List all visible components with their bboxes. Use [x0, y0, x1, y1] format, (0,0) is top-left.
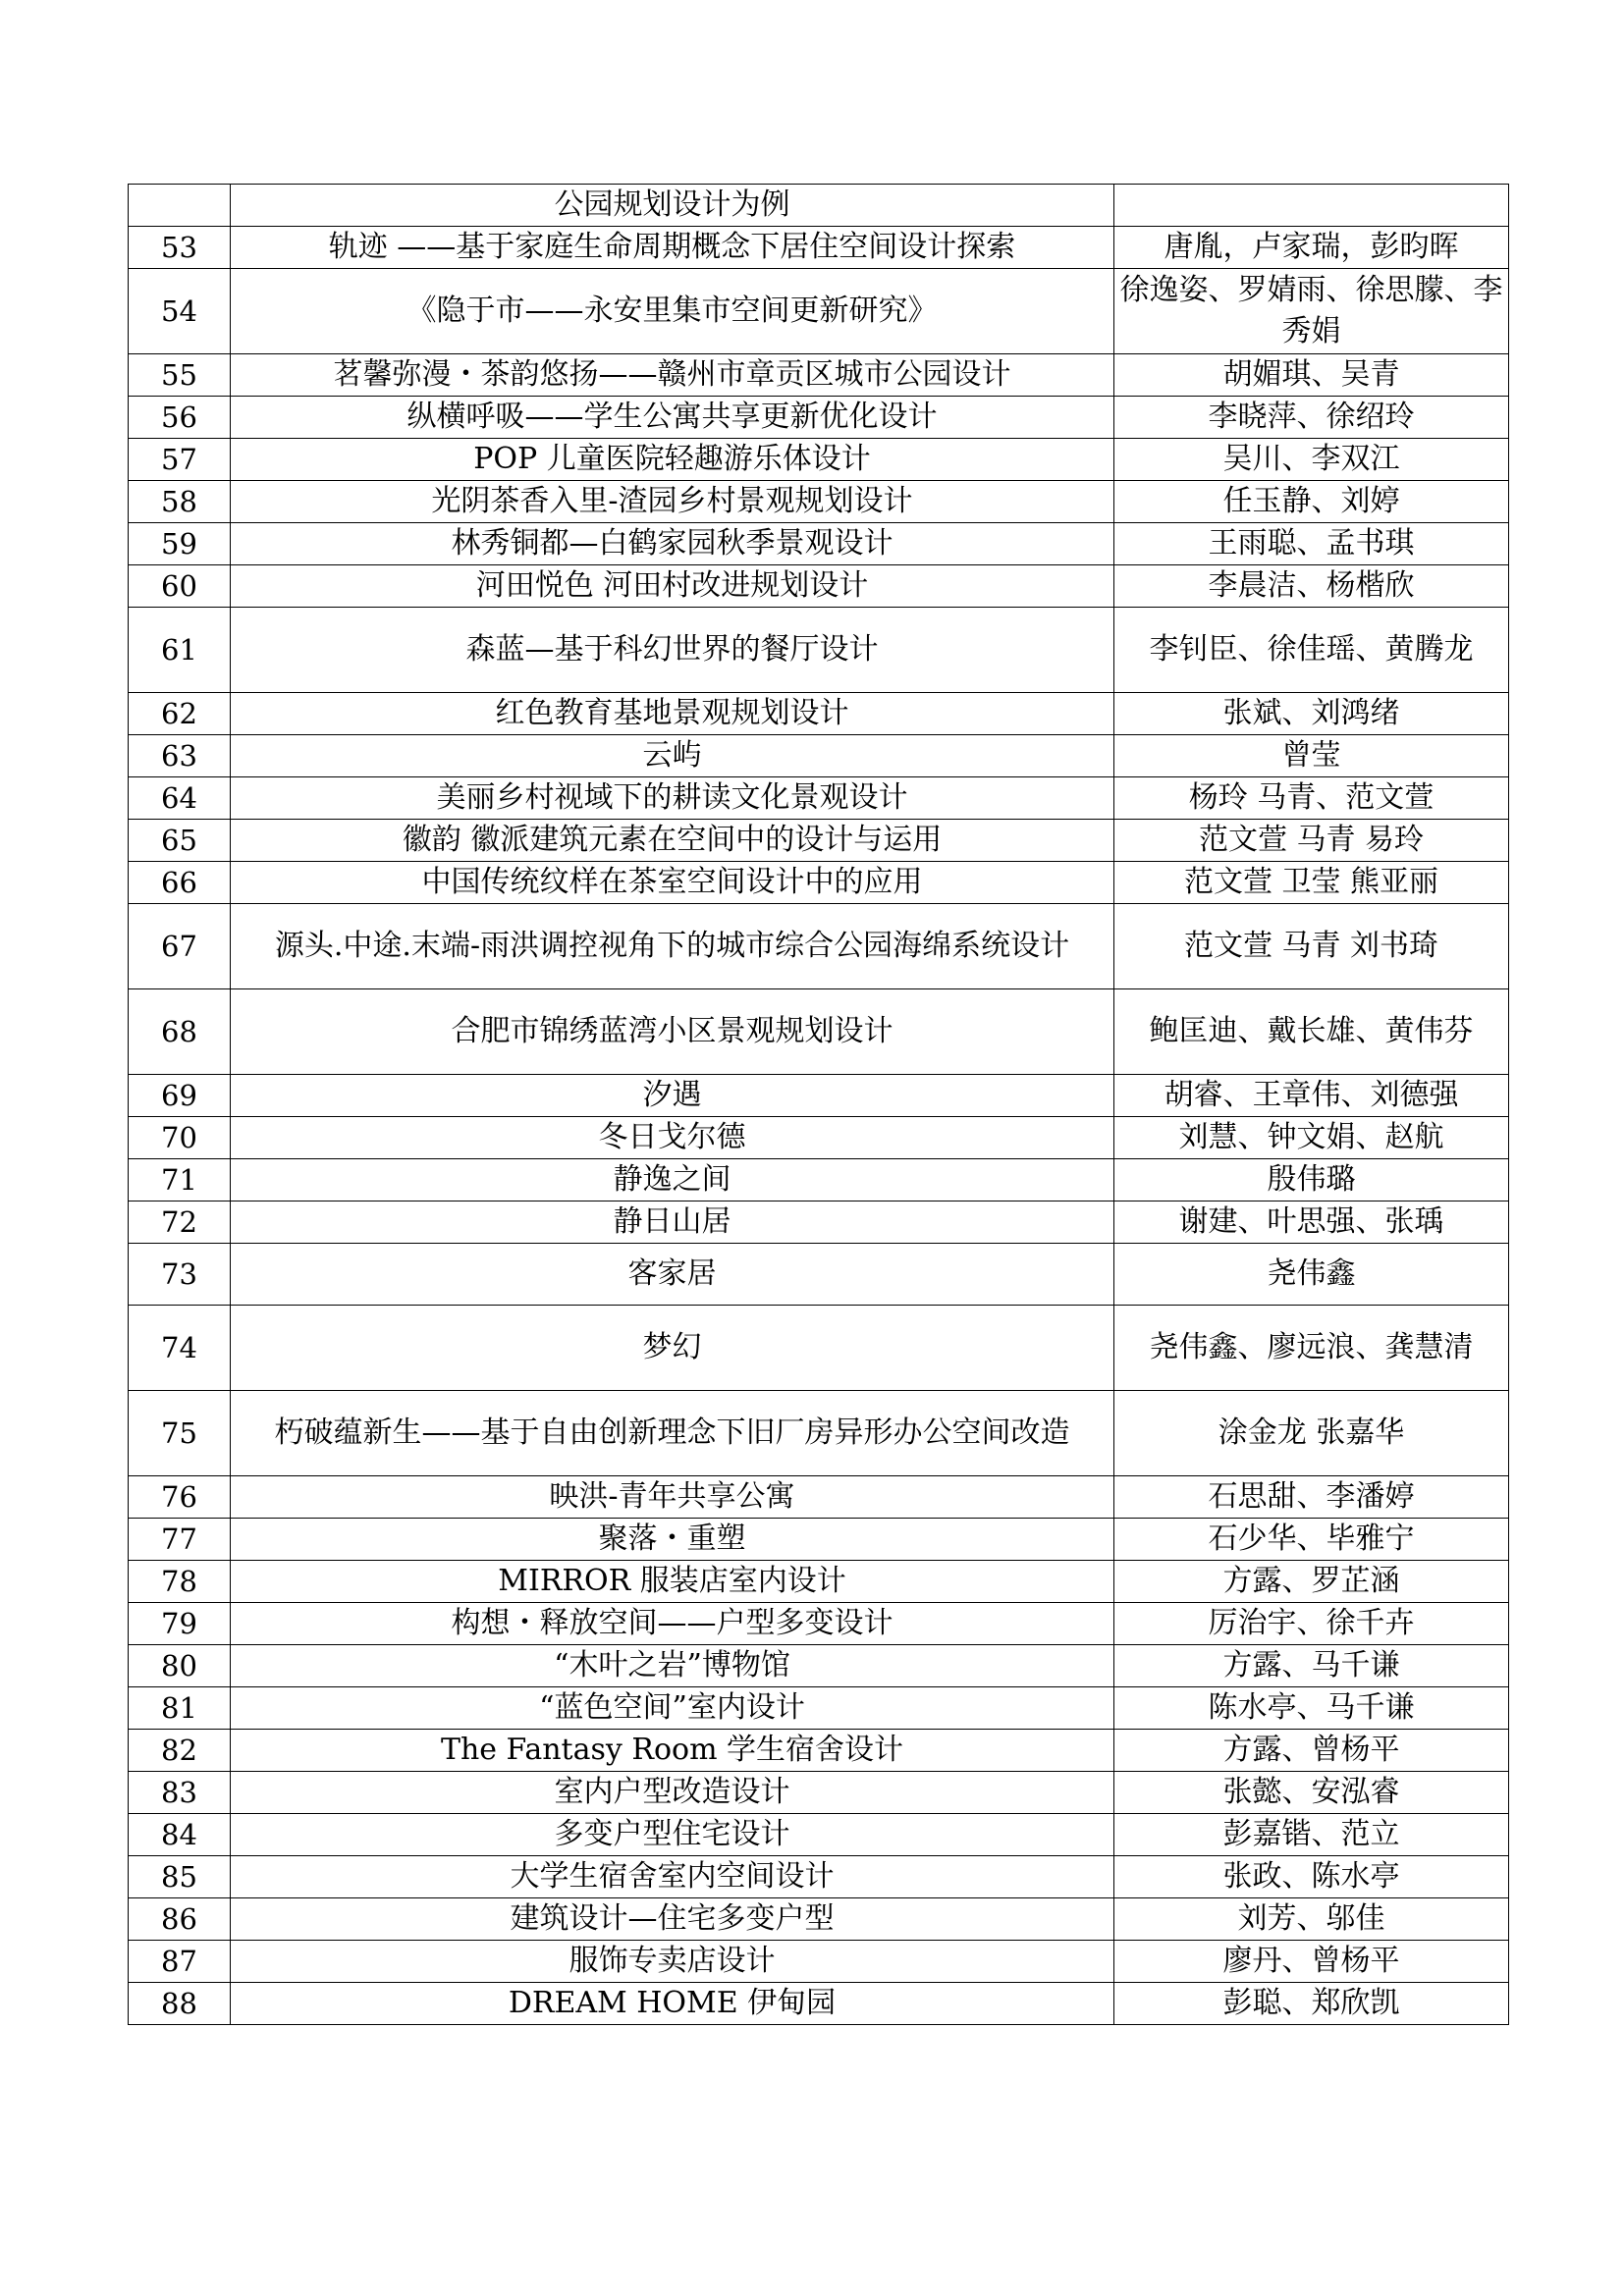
row-number: 63 [129, 735, 231, 777]
row-number: 74 [129, 1306, 231, 1391]
project-title: 纵横呼吸——学生公寓共享更新优化设计 [231, 397, 1114, 439]
table-row [129, 1561, 1509, 1603]
table-row [129, 269, 1509, 354]
row-number: 59 [129, 523, 231, 565]
project-title: 映洪-青年共享公寓 [231, 1476, 1114, 1519]
project-authors: 曾莹 [1114, 735, 1509, 777]
project-authors: 尧伟鑫、廖远浪、龚慧清 [1114, 1306, 1509, 1391]
project-title: 汐遇 [231, 1075, 1114, 1117]
row-number: 57 [129, 439, 231, 481]
table-row [129, 1075, 1509, 1117]
project-authors: 谢建、叶思强、张瑀 [1114, 1201, 1509, 1244]
project-authors: 彭聪、郑欣凯 [1114, 1983, 1509, 2025]
row-number: 85 [129, 1856, 231, 1898]
row-number: 82 [129, 1730, 231, 1772]
table-row [129, 1519, 1509, 1561]
table-row [129, 1306, 1509, 1391]
table-row [129, 227, 1509, 269]
project-title: 中国传统纹样在茶室空间设计中的应用 [231, 862, 1114, 904]
project-title: 茗馨弥漫・茶韵悠扬——赣州市章贡区城市公园设计 [231, 354, 1114, 397]
table-row [129, 777, 1509, 820]
project-authors: 范文萱 卫莹 熊亚丽 [1114, 862, 1509, 904]
row-number: 86 [129, 1898, 231, 1941]
project-title: 林秀铜都—白鹤家园秋季景观设计 [231, 523, 1114, 565]
table-row [129, 1772, 1509, 1814]
project-title: 建筑设计—住宅多变户型 [231, 1898, 1114, 1941]
row-number: 62 [129, 693, 231, 735]
project-authors: 张政、陈水亭 [1114, 1856, 1509, 1898]
table-row [129, 608, 1509, 693]
project-authors: 胡睿、王章伟、刘德强 [1114, 1075, 1509, 1117]
table-row [129, 1983, 1509, 2025]
project-authors: 刘芳、邬佳 [1114, 1898, 1509, 1941]
row-number: 68 [129, 989, 231, 1075]
project-title: DREAM HOME 伊甸园 [231, 1983, 1114, 2025]
table-row [129, 481, 1509, 523]
table-row [129, 1391, 1509, 1476]
project-title: 聚落・重塑 [231, 1519, 1114, 1561]
row-number: 79 [129, 1603, 231, 1645]
project-authors: 石思甜、李潘婷 [1114, 1476, 1509, 1519]
table-row [129, 1159, 1509, 1201]
project-authors: 杨玲 马青、范文萱 [1114, 777, 1509, 820]
project-authors: 徐逸姿、罗婧雨、徐思朦、李秀娟 [1114, 269, 1509, 354]
project-title: 《隐于市——永安里集市空间更新研究》 [231, 269, 1114, 354]
row-number: 58 [129, 481, 231, 523]
project-authors: 李晨洁、杨楷欣 [1114, 565, 1509, 608]
project-authors: 厉治宇、徐千卉 [1114, 1603, 1509, 1645]
row-number: 81 [129, 1687, 231, 1730]
row-number: 66 [129, 862, 231, 904]
row-number: 73 [129, 1244, 231, 1306]
project-title: 合肥市锦绣蓝湾小区景观规划设计 [231, 989, 1114, 1075]
project-title: 梦幻 [231, 1306, 1114, 1391]
project-authors: 李钊臣、徐佳瑶、黄腾龙 [1114, 608, 1509, 693]
project-title: “蓝色空间”室内设计 [231, 1687, 1114, 1730]
project-title: 朽破蕴新生——基于自由创新理念下旧厂房异形办公空间改造 [231, 1391, 1114, 1476]
project-authors: 刘慧、钟文娟、赵航 [1114, 1117, 1509, 1159]
row-number: 69 [129, 1075, 231, 1117]
table-row [129, 1244, 1509, 1306]
table-row [129, 1730, 1509, 1772]
row-number: 56 [129, 397, 231, 439]
project-title: The Fantasy Room 学生宿舍设计 [231, 1730, 1114, 1772]
project-authors: 方露、罗芷涵 [1114, 1561, 1509, 1603]
row-number: 65 [129, 820, 231, 862]
row-number: 53 [129, 227, 231, 269]
project-authors: 尧伟鑫 [1114, 1244, 1509, 1306]
project-title: 红色教育基地景观规划设计 [231, 693, 1114, 735]
award-table [128, 184, 1509, 2025]
project-title: 徽韵 徽派建筑元素在空间中的设计与运用 [231, 820, 1114, 862]
project-authors: 李晓萍、徐绍玲 [1114, 397, 1509, 439]
row-number: 75 [129, 1391, 231, 1476]
project-title: 大学生宿舍室内空间设计 [231, 1856, 1114, 1898]
table-row [129, 1117, 1509, 1159]
table-row [129, 820, 1509, 862]
row-number: 71 [129, 1159, 231, 1201]
project-authors: 范文萱 马青 易玲 [1114, 820, 1509, 862]
project-authors: 陈水亭、马千谦 [1114, 1687, 1509, 1730]
table-row [129, 1201, 1509, 1244]
project-title: 公园规划设计为例 [231, 185, 1114, 227]
table-row [129, 735, 1509, 777]
table-row [129, 397, 1509, 439]
project-title: 冬日戈尔德 [231, 1117, 1114, 1159]
table-row [129, 1645, 1509, 1687]
project-title: 美丽乡村视域下的耕读文化景观设计 [231, 777, 1114, 820]
project-authors: 涂金龙 张嘉华 [1114, 1391, 1509, 1476]
project-title: 构想・释放空间——户型多变设计 [231, 1603, 1114, 1645]
table-row [129, 439, 1509, 481]
row-number: 60 [129, 565, 231, 608]
project-authors: 王雨聪、孟书琪 [1114, 523, 1509, 565]
project-authors: 廖丹、曾杨平 [1114, 1941, 1509, 1983]
table-row [129, 1476, 1509, 1519]
row-number: 77 [129, 1519, 231, 1561]
project-authors [1114, 185, 1509, 227]
project-authors: 吴川、李双江 [1114, 439, 1509, 481]
project-title: 源头.中途.末端-雨洪调控视角下的城市综合公园海绵系统设计 [231, 904, 1114, 989]
table-row [129, 523, 1509, 565]
row-number: 83 [129, 1772, 231, 1814]
table-row [129, 862, 1509, 904]
project-authors: 唐胤，卢家瑞，彭昀晖 [1114, 227, 1509, 269]
project-title: 光阴茶香入里-渣园乡村景观规划设计 [231, 481, 1114, 523]
project-title: 云屿 [231, 735, 1114, 777]
row-number: 88 [129, 1983, 231, 2025]
table-row [129, 1941, 1509, 1983]
project-authors: 方露、曾杨平 [1114, 1730, 1509, 1772]
project-authors: 鲍匡迪、戴长雄、黄伟芬 [1114, 989, 1509, 1075]
row-number: 61 [129, 608, 231, 693]
project-title: MIRROR 服装店室内设计 [231, 1561, 1114, 1603]
project-title: 轨迹 ——基于家庭生命周期概念下居住空间设计探索 [231, 227, 1114, 269]
project-title: 静逸之间 [231, 1159, 1114, 1201]
row-number: 64 [129, 777, 231, 820]
table-row [129, 989, 1509, 1075]
award-table-body [129, 185, 1509, 2025]
project-title: 森蓝—基于科幻世界的餐厅设计 [231, 608, 1114, 693]
row-number: 55 [129, 354, 231, 397]
project-authors: 殷伟璐 [1114, 1159, 1509, 1201]
row-number: 84 [129, 1814, 231, 1856]
row-number [129, 185, 231, 227]
project-authors: 范文萱 马青 刘书琦 [1114, 904, 1509, 989]
project-authors: 任玉静、刘婷 [1114, 481, 1509, 523]
row-number: 78 [129, 1561, 231, 1603]
project-authors: 石少华、毕雅宁 [1114, 1519, 1509, 1561]
project-authors: 方露、马千谦 [1114, 1645, 1509, 1687]
row-number: 87 [129, 1941, 231, 1983]
project-authors: 张懿、安泓睿 [1114, 1772, 1509, 1814]
row-number: 54 [129, 269, 231, 354]
table-row [129, 185, 1509, 227]
project-title: 室内户型改造设计 [231, 1772, 1114, 1814]
project-title: POP 儿童医院轻趣游乐体设计 [231, 439, 1114, 481]
project-title: “木叶之岩”博物馆 [231, 1645, 1114, 1687]
project-title: 河田悦色 河田村改进规划设计 [231, 565, 1114, 608]
row-number: 76 [129, 1476, 231, 1519]
table-row [129, 565, 1509, 608]
table-row [129, 354, 1509, 397]
row-number: 70 [129, 1117, 231, 1159]
project-title: 多变户型住宅设计 [231, 1814, 1114, 1856]
project-authors: 张斌、刘鸿绪 [1114, 693, 1509, 735]
project-authors: 彭嘉锴、范立 [1114, 1814, 1509, 1856]
project-title: 静日山居 [231, 1201, 1114, 1244]
table-row [129, 904, 1509, 989]
table-row [129, 1687, 1509, 1730]
row-number: 67 [129, 904, 231, 989]
project-title: 服饰专卖店设计 [231, 1941, 1114, 1983]
row-number: 80 [129, 1645, 231, 1687]
project-title: 客家居 [231, 1244, 1114, 1306]
table-row [129, 1898, 1509, 1941]
project-authors: 胡媚琪、吴青 [1114, 354, 1509, 397]
table-row [129, 1603, 1509, 1645]
table-row [129, 1856, 1509, 1898]
table-row [129, 693, 1509, 735]
table-row [129, 1814, 1509, 1856]
row-number: 72 [129, 1201, 231, 1244]
